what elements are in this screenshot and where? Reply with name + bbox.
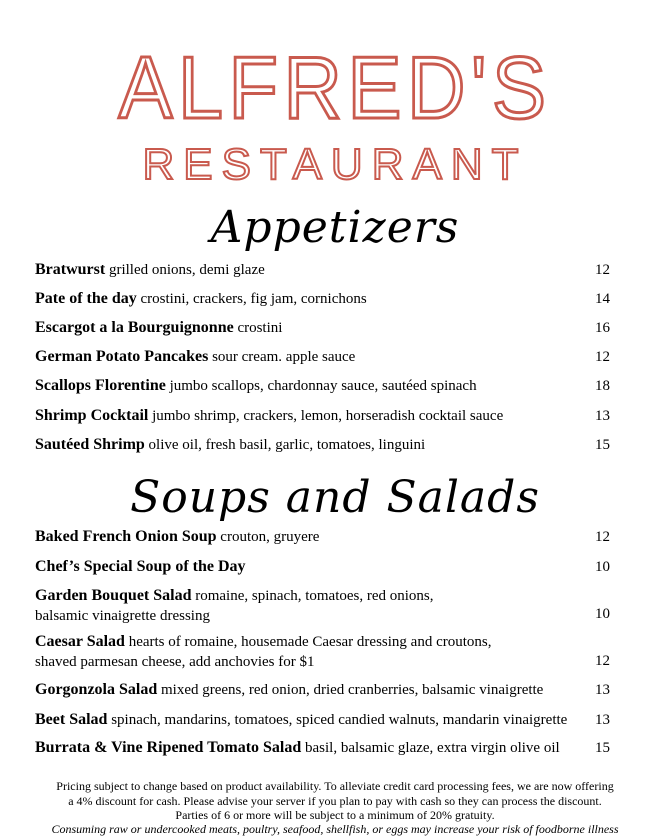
item-description: olive oil, fresh basil, garlic, tomatoes, linguini [148, 437, 426, 453]
item-price: 15 [595, 437, 610, 453]
item-price: 16 [595, 320, 610, 336]
item-price: 12 [595, 349, 610, 365]
soups-salads-heading: Soups and Salads [130, 472, 540, 523]
item-price: 10 [595, 559, 610, 575]
item-description: mixed greens, red onion, dried cranberries, balsamic vinaigrette [160, 682, 544, 698]
menu-item [35, 632, 610, 672]
item-description: sour cream. apple sauce [212, 349, 356, 365]
item-name: Pate of the day [35, 290, 137, 307]
menu-item [35, 406, 610, 426]
restaurant-logo-subtitle: RESTAURANT [142, 140, 528, 189]
menu-item [35, 527, 610, 547]
item-name: Baked French Onion Soup [35, 528, 217, 545]
pricing-note: Pricing subject to change based on product availability. To alleviate credit card processing fees, we are now offering [56, 779, 614, 793]
item-description: jumbo shrimp, crackers, lemon, horseradish cocktail sauce [152, 408, 504, 424]
item-price: 12 [595, 529, 610, 545]
item-name: Gorgonzola Salad [35, 681, 158, 698]
menu-item [35, 289, 610, 309]
item-price: 13 [595, 682, 610, 698]
gratuity-note: Parties of 6 or more will be subject to a minimum of 20% gratuity. [175, 808, 495, 822]
item-name: Shrimp Cocktail [35, 407, 149, 424]
item-description-continued: balsamic vinaigrette dressing [35, 608, 210, 624]
item-price: 13 [595, 712, 610, 728]
item-description: crouton, gruyere [220, 529, 320, 545]
item-description: basil, balsamic glaze, extra virgin olive oil [305, 740, 560, 756]
restaurant-logo-title: ALFRED'S [118, 38, 552, 137]
item-description: grilled onions, demi glaze [108, 262, 265, 278]
item-description: jumbo scallops, chardonnay sauce, sautéed spinach [169, 378, 477, 394]
item-price: 14 [595, 291, 610, 307]
item-name: Caesar Salad [35, 633, 125, 650]
menu-item [35, 586, 610, 626]
menu-item [35, 738, 610, 758]
menu-item [35, 680, 610, 700]
item-name: Garden Bouquet Salad [35, 587, 192, 604]
item-name: Sautéed Shrimp [35, 436, 145, 453]
item-name: Bratwurst [35, 261, 106, 278]
menu-item [35, 435, 610, 455]
item-price: 13 [595, 408, 610, 424]
food-safety-note: Consuming raw or undercooked meats, poultry, seafood, shellfish, or eggs may increase your risk of foodborne illness [51, 822, 619, 836]
item-price: 12 [595, 653, 610, 669]
item-name: Scallops Florentine [35, 377, 166, 394]
menu-item [35, 260, 610, 280]
item-name: Beet Salad [35, 711, 108, 728]
menu-item [35, 557, 610, 577]
menu-item [35, 318, 610, 338]
item-price: 12 [595, 262, 610, 278]
item-description: hearts of romaine, housemade Caesar dressing and croutons, [128, 634, 492, 650]
item-description: crostini [237, 320, 283, 336]
menu-item [35, 710, 610, 730]
cash-discount-note: a 4% discount for cash. Please advise your server if you plan to pay with cash so they can process the discount. [68, 794, 602, 808]
item-description: romaine, spinach, tomatoes, red onions, [195, 588, 434, 604]
item-description-continued: shaved parmesan cheese, add anchovies for $1 [35, 654, 315, 670]
menu-item [35, 347, 610, 367]
item-price: 15 [595, 740, 610, 756]
appetizers-heading: Appetizers [210, 202, 460, 253]
menu-item [35, 376, 610, 396]
item-price: 10 [595, 606, 610, 622]
item-description: spinach, mandarins, tomatoes, spiced candied walnuts, mandarin vinaigrette [111, 712, 568, 728]
item-name: Burrata & Vine Ripened Tomato Salad [35, 739, 302, 756]
item-price: 18 [595, 378, 610, 394]
item-name: Chef’s Special Soup of the Day [35, 558, 246, 575]
item-description: crostini, crackers, fig jam, cornichons [140, 291, 367, 307]
item-name: Escargot a la Bourguignonne [35, 319, 234, 336]
item-name: German Potato Pancakes [35, 348, 209, 365]
